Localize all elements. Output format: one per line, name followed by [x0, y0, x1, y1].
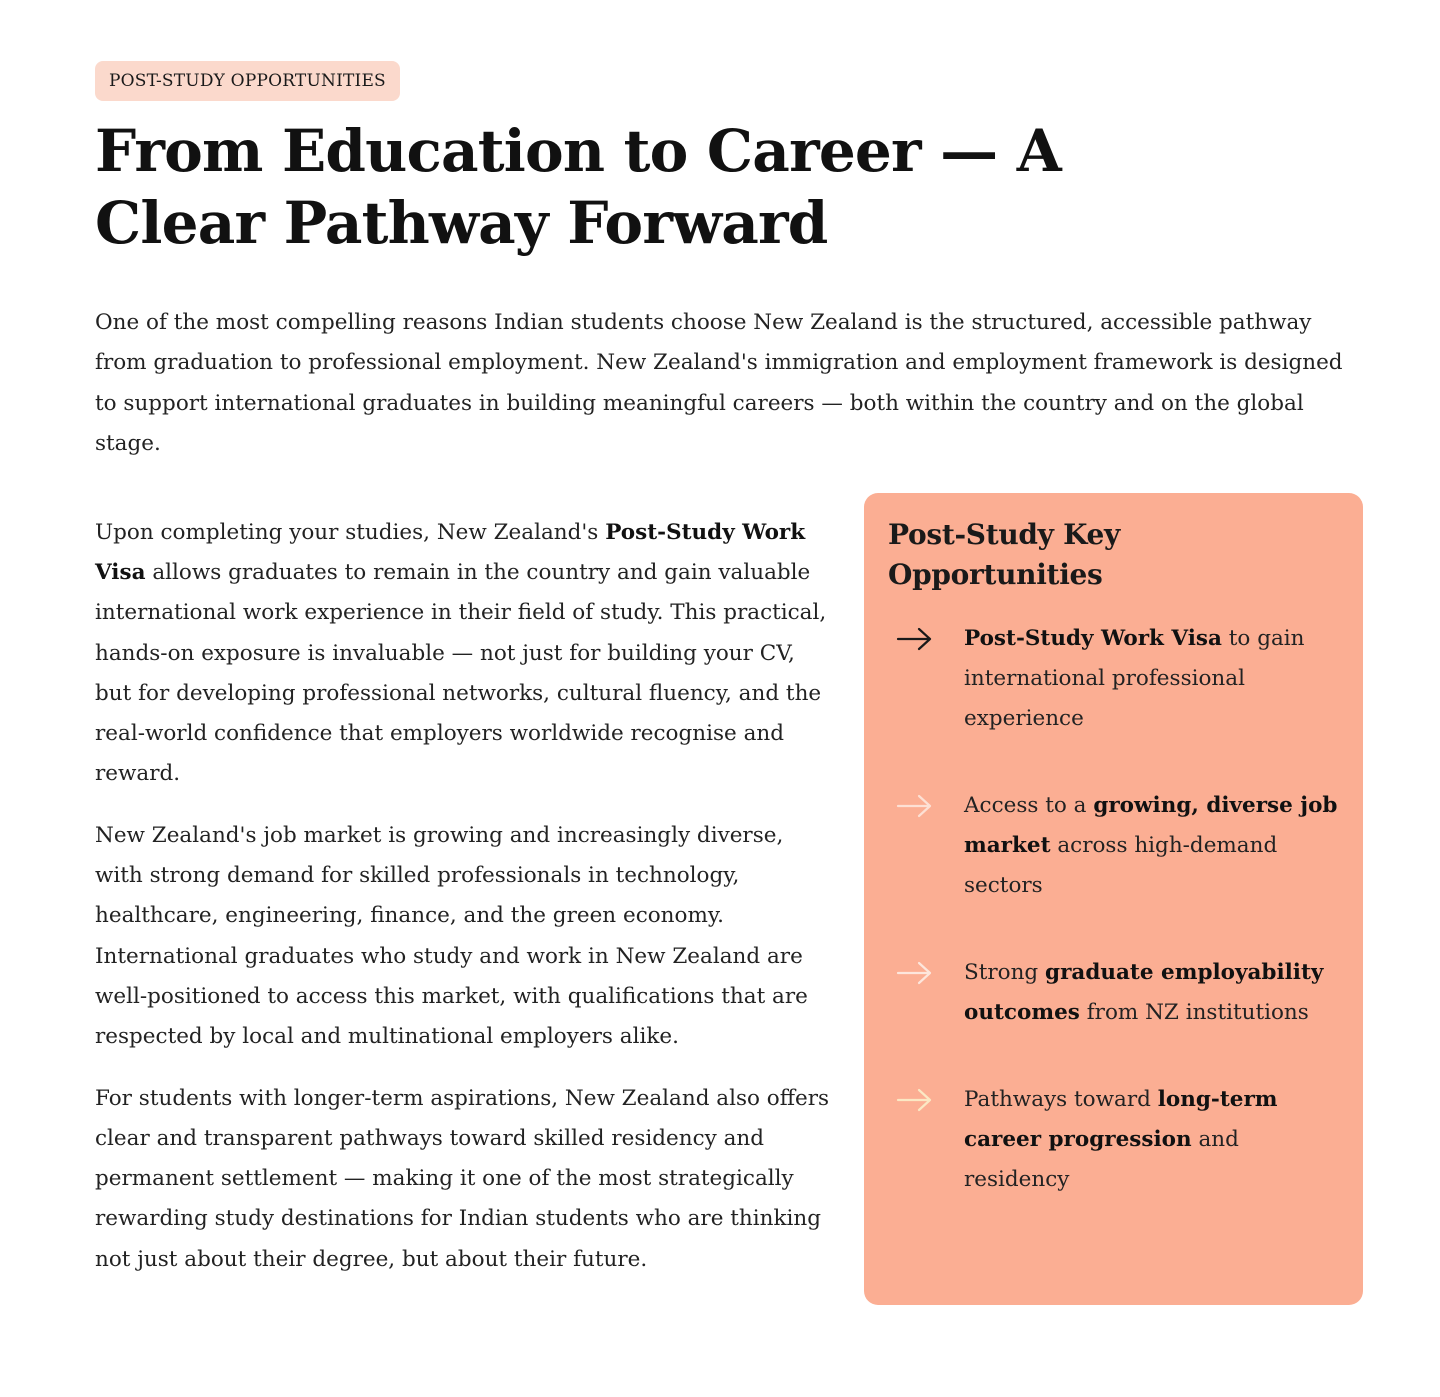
key-opportunities-card [864, 493, 1363, 1305]
intro-paragraph: One of the most compelling reasons Indian students choose New Zealand is the structured, accessible pathway from graduation to professional employment. New Zealand's immigration and employment framework is designed to support international graduates in building meaningful careers — both within the country and on the global stage. [95, 309, 1343, 457]
arrow-right-icon [888, 619, 964, 659]
opportunity-item [888, 953, 1339, 1033]
opportunity-highlight: growing, diverse job market [964, 792, 1338, 858]
opportunity-item [888, 786, 1339, 906]
opportunity-highlight: long-term career progression [964, 1086, 1278, 1152]
arrow-right-icon [888, 786, 964, 826]
opportunity-text [964, 619, 1339, 739]
body-paragraph-3: For students with longer-term aspirations, New Zealand also offers clear and transparent pathways toward skilled residency and permanent settlement — making it one of the most strategically rewarding study destinations for Indian students who are thinking not just about their degree, but about their future. [95, 1085, 830, 1272]
body-paragraph-1-text-start: Upon completing your studies, New Zealand's [95, 519, 606, 545]
body-text [95, 513, 831, 1301]
opportunity-text-end: from NZ institutions [1079, 999, 1309, 1025]
opportunities-list [888, 619, 1339, 1200]
opportunity-text [964, 1080, 1339, 1200]
body-paragraph-2: New Zealand's job market is growing and increasingly diverse, with strong demand for skilled professionals in technology, healthcare, engineering, finance, and the green economy. International graduates who study and work in New Zealand are well-positioned to access this market, with qualifications that are respected by local and multinational employers alike. [95, 822, 808, 1050]
opportunity-text-start: Access to a [964, 792, 1094, 818]
arrow-right-icon [888, 1080, 964, 1120]
body-paragraph-1-text-end: allows graduates to remain in the country and gain valuable international work experience in their field of study. This practical, hands-on exposure is invaluable — not just for building your CV, but for developing professional networks, cultural fluency, and the real-world confidence that employers worldwide recognise and reward. [95, 559, 827, 787]
opportunity-text-end: to gain international professional experience [964, 625, 1305, 731]
card-title: Post-Study Key Opportunities [888, 517, 1121, 591]
opportunity-text-end: across high-demand sectors [964, 832, 1278, 898]
opportunity-text [964, 953, 1339, 1033]
opportunity-highlight: Post-Study Work Visa [964, 625, 1222, 651]
post-study-visa-highlight: Post-Study Work Visa [95, 519, 806, 585]
opportunity-text-end: and residency [964, 1126, 1239, 1192]
opportunity-highlight: graduate employability outcomes [964, 959, 1324, 1025]
eyebrow-badge: POST-STUDY OPPORTUNITIES [95, 61, 400, 101]
arrow-right-icon [888, 953, 964, 993]
body-paragraph-1 [95, 513, 831, 795]
opportunity-text-start: Pathways toward [964, 1086, 1158, 1112]
opportunity-item [888, 619, 1339, 739]
opportunity-text [964, 786, 1339, 906]
opportunity-text-start: Strong [964, 959, 1046, 985]
page-title: From Education to Career — A Clear Pathway Forward [95, 116, 1061, 257]
content-columns [95, 493, 1345, 1323]
opportunity-item [888, 1080, 1339, 1200]
